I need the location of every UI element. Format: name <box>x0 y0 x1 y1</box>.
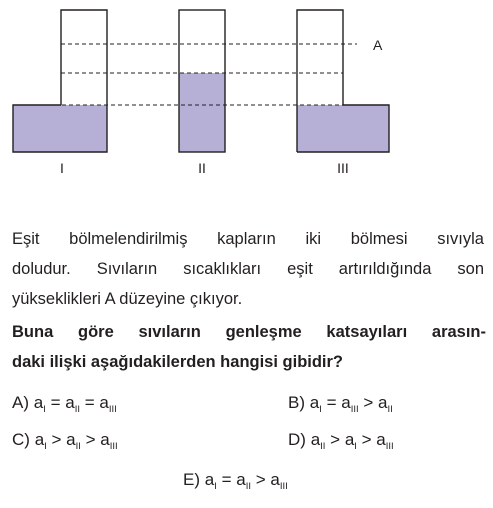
container-2 <box>179 10 225 152</box>
option-e[interactable]: E) $a_I = a_{II} > a_{III}$ <box>183 470 288 492</box>
container-label-1: I <box>60 160 64 176</box>
container-label-2: II <box>198 160 206 176</box>
level-label-a: A <box>373 37 383 53</box>
paragraph-line-1: Eşit bölmelendirilmiş kapların iki bölmesi sıvıyla <box>12 230 484 248</box>
option-letter: D) <box>288 430 306 449</box>
paragraph-line-2: doludur. Sıvıların sıcaklıkları eşit artırıldığında son <box>12 260 484 278</box>
question-text <box>12 317 486 377</box>
option-letter: E) <box>183 470 200 489</box>
problem-paragraph <box>12 224 484 314</box>
option-letter: C) <box>12 430 30 449</box>
question-line-2: daki ilişki aşağıdakilerden hangisi gibidir? <box>12 353 344 371</box>
container-3 <box>297 10 389 152</box>
option-letter: B) <box>288 393 305 412</box>
option-letter: A) <box>12 393 29 412</box>
question-line-1: Buna göre sıvıların genleşme katsayıları arasın- <box>12 323 486 341</box>
container-1 <box>13 10 107 152</box>
paragraph-line-3: yükseklikleri A düzeyine çıkıyor. <box>12 290 243 308</box>
container-3-liquid <box>297 105 389 152</box>
container-label-3: III <box>337 160 349 176</box>
option-a[interactable]: A) $a_I = a_{II} = a_{III}$ <box>12 393 117 415</box>
container-2-liquid <box>179 73 225 152</box>
option-b[interactable]: B) $a_I = a_{III} > a_{II}$ <box>288 393 393 415</box>
containers-figure <box>0 0 493 185</box>
option-d[interactable]: D) $a_{II} > a_I > a_{III}$ <box>288 430 394 452</box>
container-1-liquid <box>13 105 107 152</box>
option-c[interactable]: C) $a_I > a_{II} > a_{III}$ <box>12 430 118 452</box>
